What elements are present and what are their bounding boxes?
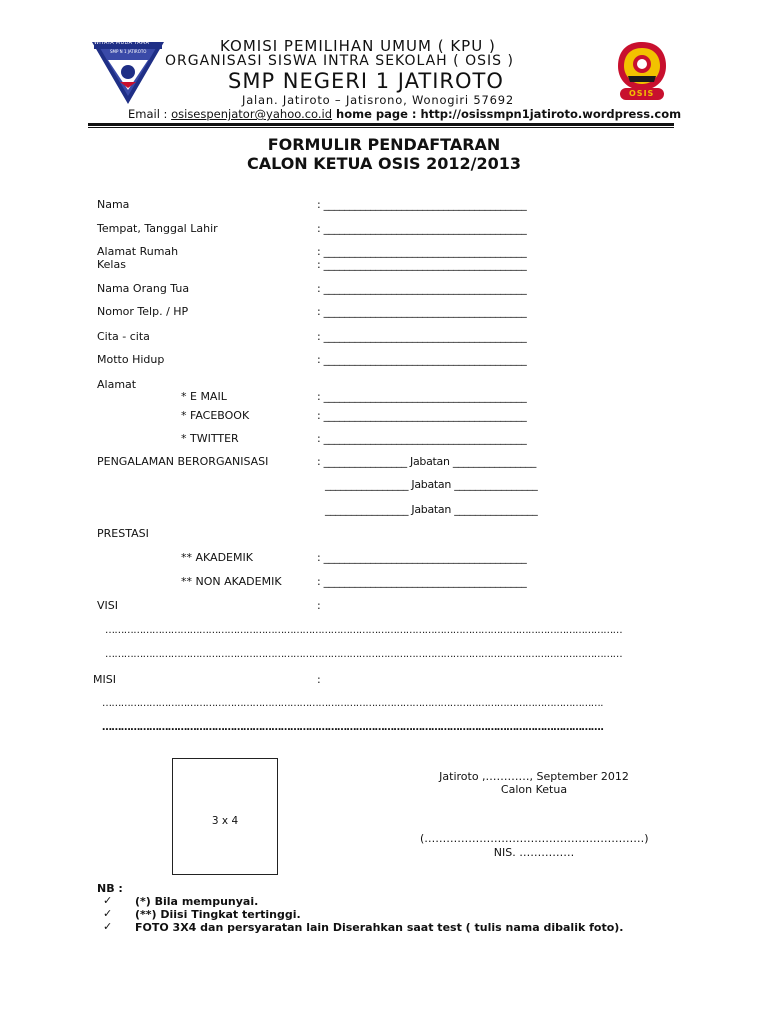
osis-logo-text: OSIS [629, 89, 655, 98]
field-twitter[interactable]: : _______________________________________ [317, 432, 527, 445]
note-item: (**) Diisi Tingkat tertinggi. [135, 908, 301, 921]
signature-name-line[interactable]: (……………………………………………………) [420, 832, 649, 845]
field-motto[interactable]: : _______________________________________ [317, 353, 527, 366]
field-pengalaman-2[interactable]: ________________ Jabatan ________________ [325, 478, 538, 491]
signature-role: Calon Ketua [500, 783, 568, 796]
field-email[interactable]: : _______________________________________ [317, 390, 527, 403]
visi-line-2[interactable]: ………………………………………………………………………………………………………………………………………………… [105, 649, 623, 660]
label-twitter: * TWITTER [181, 432, 239, 445]
misi-line-1[interactable]: ……………………………………………………………………………………………………………………………………………. [102, 698, 603, 709]
label-nama: Nama [97, 198, 130, 211]
label-non-akademik: ** NON AKADEMIK [181, 575, 282, 588]
form-title: FORMULIR PENDAFTARAN [267, 135, 501, 154]
school-name: SMP NEGERI 1 JATIROTO [228, 69, 504, 93]
email-label: Email : [128, 107, 172, 121]
label-email: * E MAIL [181, 390, 227, 403]
field-facebook[interactable]: : _______________________________________ [317, 409, 527, 422]
label-alamat: Alamat [97, 378, 137, 391]
label-pengalaman: PENGALAMAN BERORGANISASI [97, 455, 269, 468]
left-logo-text: WIYATA MUDA TAMA [94, 40, 150, 46]
header-divider-thick [88, 123, 674, 126]
visi-colon: : [317, 599, 321, 612]
left-logo-subtext: SMP N 1 JATIROTO [110, 49, 147, 54]
contact-line [128, 107, 681, 121]
field-ttl[interactable]: : _______________________________________ [317, 222, 527, 235]
header-kpu: KOMISI PEMILIHAN UMUM ( KPU ) [220, 37, 496, 55]
label-misi: MISI [93, 673, 116, 686]
field-alamat-rumah[interactable]: : _______________________________________ [317, 245, 527, 258]
check-icon: ✓ [103, 920, 113, 933]
form-subtitle: CALON KETUA OSIS 2012/2013 [246, 154, 522, 173]
field-pengalaman-3[interactable]: ________________ Jabatan ________________ [325, 503, 538, 516]
label-prestasi: PRESTASI [97, 527, 149, 540]
field-telp[interactable]: : _______________________________________ [317, 305, 527, 318]
label-telp: Nomor Telp. / HP [97, 305, 189, 318]
label-orang-tua: Nama Orang Tua [97, 282, 190, 295]
label-kelas: Kelas [97, 258, 126, 271]
label-cita: Cita - cita [97, 330, 150, 343]
label-ttl: Tempat, Tanggal Lahir [97, 222, 218, 235]
field-kelas[interactable]: : _______________________________________ [317, 258, 527, 271]
label-alamat-rumah: Alamat Rumah [97, 245, 179, 258]
notes-label: NB : [97, 882, 123, 895]
header-divider-thin [88, 127, 674, 128]
header-osis: ORGANISASI SISWA INTRA SEKOLAH ( OSIS ) [165, 53, 514, 69]
school-address: Jalan. Jatiroto – Jatisrono, Wonogiri 57692 [242, 93, 514, 107]
label-visi: VISI [97, 599, 118, 612]
photo-box[interactable] [172, 758, 278, 875]
homepage-label: home page : [332, 107, 421, 121]
field-cita[interactable]: : _______________________________________ [317, 330, 527, 343]
field-pengalaman-1[interactable]: : ________________ Jabatan ________________ [317, 455, 537, 468]
label-akademik: ** AKADEMIK [181, 551, 253, 564]
misi-colon: : [317, 673, 321, 686]
field-orang-tua[interactable]: : _______________________________________ [317, 282, 527, 295]
check-icon: ✓ [103, 894, 113, 907]
note-item: FOTO 3X4 dan persyaratan lain Diserahkan saat test ( tulis nama dibalik foto). [135, 921, 624, 934]
note-item: (*) Bila mempunyai. [135, 895, 259, 908]
photo-size-label: 3 x 4 [211, 815, 239, 827]
homepage-link[interactable]: http://osissmpn1jatiroto.wordpress.com [420, 107, 682, 121]
field-non-akademik[interactable]: : _______________________________________ [317, 575, 527, 588]
visi-line-1[interactable]: ………………………………………………………………………………………………………………………………………………… [105, 625, 623, 636]
field-nama[interactable]: : _______________________________________ [317, 198, 527, 211]
label-facebook: * FACEBOOK [181, 409, 250, 422]
check-icon: ✓ [103, 907, 113, 920]
field-akademik[interactable]: : _______________________________________ [317, 551, 527, 564]
signature-nis[interactable]: NIS. …………… [493, 846, 575, 859]
label-motto: Motto Hidup [97, 353, 165, 366]
signature-place-date: Jatiroto ,…………, September 2012 [439, 770, 629, 783]
misi-line-2[interactable]: ……………………………………………………………………………………………………………………………………………. [102, 722, 604, 733]
email-link[interactable]: osisespenjator@yahoo.co.id [171, 107, 333, 121]
